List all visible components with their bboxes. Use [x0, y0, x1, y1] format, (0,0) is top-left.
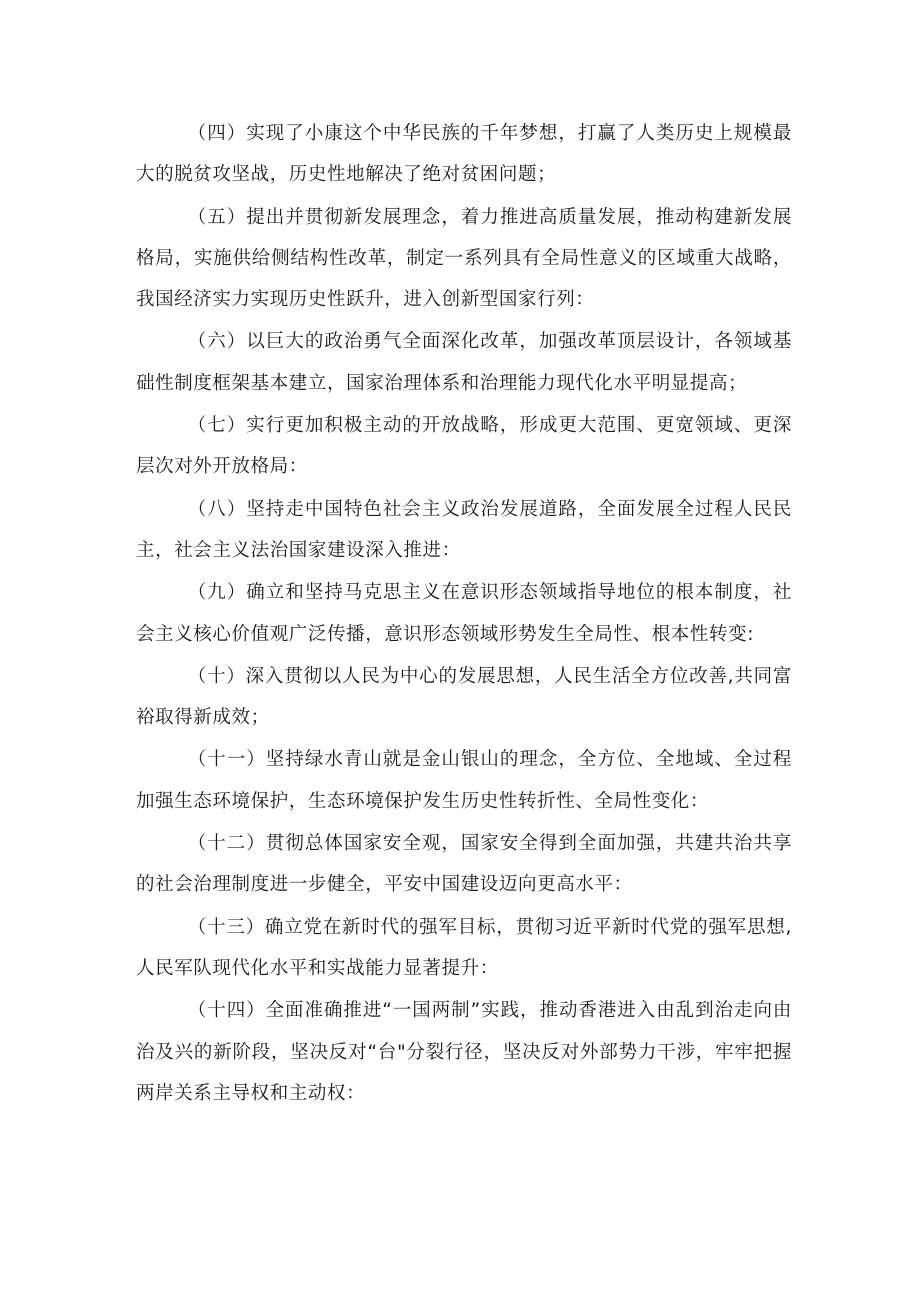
paragraph-13: （十三）确立党在新时代的强军目标，贯彻习近平新时代党的强军思想,人民军队现代化水平和实战能力显著提升：	[136, 916, 792, 979]
paragraph-12: （十二）贯彻总体国家安全观，国家安全得到全面加强，共建共治共享的社会治理制度进一步健全，平安中国建设迈向更高水平：	[136, 833, 792, 896]
paragraph-14: （十四）全面准确推进“一国两制”实践，推动香港进入由乱到治走向由治及兴的新阶段，坚决反对“台"分裂行径，坚决反对外部势力干涉，牢牢把握两岸关系主导权和主动权：	[136, 1000, 792, 1104]
paragraph-5: （五）提出并贯彻新发展理念，着力推进高质量发展，推动构建新发展格局，实施供给侧结构性改革，制定一系列具有全局性意义的区域重大战略，我国经济实力实现历史性跃升，进入创新型国家行列：	[136, 206, 792, 311]
paragraph-11: （十一）坚持绿水青山就是金山银山的理念，全方位、全地域、全过程加强生态环境保护，生态环境保护发生历史性转折性、全局性变化：	[136, 749, 792, 812]
document-body	[136, 113, 792, 1115]
paragraph-10: （十）深入贯彻以人民为中心的发展思想，人民生活全方位改善,共同富裕取得新成效；	[136, 665, 792, 729]
paragraph-4: （四）实现了小康这个中华民族的千年梦想，打赢了人类历史上规模最大的脱贫攻坚战，历史性地解决了绝对贫困问题；	[136, 123, 792, 186]
paragraph-7: （七）实行更加积极主动的开放战略，形成更大范围、更宽领域、更深层次对外开放格局：	[136, 415, 792, 478]
paragraph-6: （六）以巨大的政治勇气全面深化改革，加强改革顶层设计，各领域基础性制度框架基本建立，国家治理体系和治理能力现代化水平明显提高；	[136, 331, 792, 394]
paragraph-8: （八）坚持走中国特色社会主义政治发展道路，全面发展全过程人民民主，社会主义法治国家建设深入推进：	[136, 498, 792, 561]
paragraph-9: （九）确立和坚持马克思主义在意识形态领域指导地位的根本制度，社会主义核心价值观广泛传播，意识形态领域形势发生全局性、根本性转变:	[136, 582, 792, 645]
